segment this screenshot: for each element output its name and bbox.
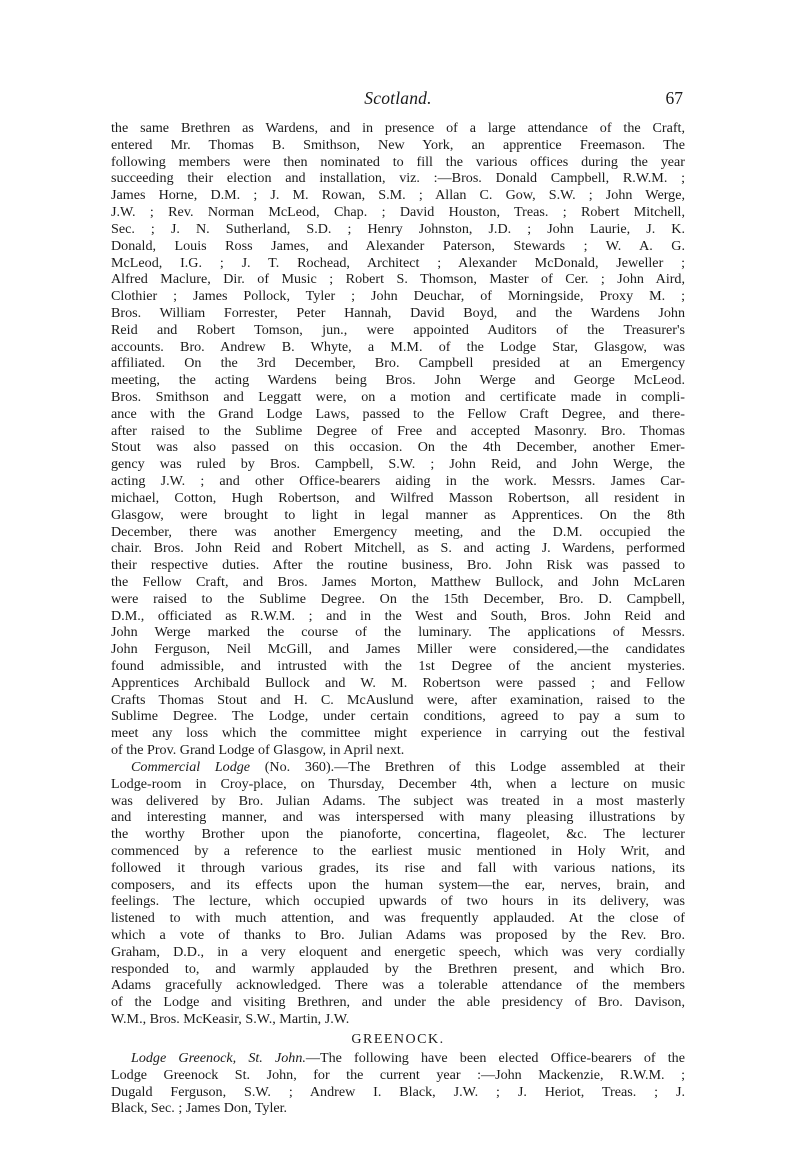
text-line: Alfred Maclure, Dir. of Music ; Robert S. Thomson, Master of Cer. ; John Aird,	[111, 271, 685, 288]
lead-text: —The following have been elected Office-bearers of the	[305, 1049, 685, 1066]
text-line: chair. Bros. John Reid and Robert Mitchell, as S. and acting J. Wardens, performed	[111, 540, 685, 557]
text-line: Lodge-room in Croy-place, on Thursday, December 4th, when a lecture on music	[111, 775, 685, 792]
text-line: J.W. ; Rev. Norman McLeod, Chap. ; David Houston, Treas. ; Robert Mitchell,	[111, 204, 685, 221]
text-line: Reid and Robert Tomson, jun., were appointed Auditors of the Treasurer's	[111, 321, 685, 338]
text-line: James Horne, D.M. ; J. M. Rowan, S.M. ; Allan C. Gow, S.W. ; John Werge,	[111, 187, 685, 204]
text-line: Bros. Smithson and Leggatt were, on a motion and certificate made in compli-	[111, 389, 685, 405]
text-line: michael, Cotton, Hugh Robertson, and Wilfred Masson Robertson, all resident in	[111, 489, 685, 506]
article-body	[111, 120, 685, 1117]
text-line: and interesting manner, and was interspersed with many pleasing illustrations by	[111, 809, 685, 826]
text-line: affiliated. On the 3rd December, Bro. Campbell presided at an Emergency	[111, 355, 685, 372]
text-line: Sublime Degree. The Lodge, under certain conditions, agreed to pay a sum to	[111, 708, 685, 725]
text-line: their respective duties. After the routine business, Bro. John Risk was passed to	[111, 557, 685, 574]
text-line: D.M., officiated as R.W.M. ; and in the West and South, Bros. John Reid and	[111, 607, 685, 624]
section-heading: GREENOCK.	[351, 1031, 445, 1047]
text-line: W.M., Bros. McKeasir, S.W., Martin, J.W.	[111, 1011, 350, 1028]
text-line: commenced by a reference to the earliest music mentioned in Holy Writ, and	[111, 842, 685, 859]
text-line: Lodge Greenock St. John, for the current year :—John Mackenzie, R.W.M. ;	[111, 1066, 685, 1083]
text-line: Clothier ; James Pollock, Tyler ; John Deuchar, of Morningside, Proxy M. ;	[111, 288, 685, 305]
text-line: accounts. Bro. Andrew B. Whyte, a M.M. of the Lodge Star, Glasgow, was	[111, 338, 685, 355]
text-line: gency was ruled by Bros. Campbell, S.W. ; John Reid, and John Werge, the	[111, 456, 685, 473]
paragraph-glasgow-lodge	[111, 120, 685, 759]
text-line: composers, and its effects upon the human system—the ear, nerves, brain, and	[111, 876, 685, 893]
text-line: entered Mr. Thomas B. Smithson, New York, an apprentice Freemason. The	[111, 136, 685, 153]
text-line: John Werge marked the course of the luminary. The applications of Messrs.	[111, 624, 685, 641]
text-line: ance with the Grand Lodge Laws, passed to the Fellow Craft Degree, and there-	[111, 405, 685, 422]
text-line: John Ferguson, Neil McGill, and James Miller were considered,—the candidates	[111, 641, 685, 658]
text-line: were raised to the Sublime Degree. On the 15th December, Bro. D. Campbell,	[111, 590, 685, 607]
text-line	[111, 759, 685, 776]
text-line	[111, 1050, 685, 1067]
text-line: responded to, and warmly applauded by the Brethren present, and which Bro.	[111, 960, 685, 977]
text-line: listened to with much attention, and was frequently applauded. At the close of	[111, 910, 685, 927]
lodge-name: Lodge Greenock, St. John.	[131, 1049, 306, 1066]
text-line: Stout was also passed on this occasion. On the 4th December, another Emer-	[111, 439, 685, 456]
text-line: which a vote of thanks to Bro. Julian Adams was proposed by the Rev. Bro.	[111, 927, 685, 943]
lodge-name: Commercial Lodge	[131, 758, 251, 775]
text-line: Apprentices Archibald Bullock and W. M. Robertson were passed ; and Fellow	[111, 674, 685, 691]
text-line: meeting, the acting Wardens being Bros. John Werge and George McLeod.	[111, 372, 685, 389]
text-line: McLeod, I.G. ; J. T. Rochead, Architect ; Alexander McDonald, Jeweller ;	[111, 254, 685, 271]
text-line: Glasgow, were brought to light in legal manner as Apprentices. On the 8th	[111, 506, 685, 523]
text-line: Black, Sec. ; James Don, Tyler.	[111, 1100, 288, 1117]
text-line: of the Prov. Grand Lodge of Glasgow, in April next.	[111, 742, 405, 759]
text-line: Donald, Louis Ross James, and Alexander Paterson, Stewards ; W. A. G.	[111, 237, 685, 254]
text-line: following members were then nominated to fill the various offices during the year	[111, 153, 685, 170]
text-line: Bros. William Forrester, Peter Hannah, David Boyd, and the Wardens John	[111, 304, 685, 321]
text-line: meet any loss which the committee might experience in carrying out the festival	[111, 725, 685, 742]
running-head	[111, 88, 685, 112]
text-line: Crafts Thomas Stout and H. C. McAuslund were, after examination, raised to the	[111, 691, 685, 708]
text-line: succeeding their election and installation, viz. :—Bros. Donald Campbell, R.W.M. ;	[111, 170, 685, 187]
text-line: found admissible, and intrusted with the 1st Degree of the ancient mysteries.	[111, 658, 685, 674]
text-line: feelings. The lecture, which occupied upwards of two hours in its delivery, was	[111, 893, 685, 910]
text-line: after raised to the Sublime Degree of Free and accepted Masonry. Bro. Thomas	[111, 422, 685, 439]
page-number: 67	[665, 88, 683, 108]
running-title: Scotland.	[364, 88, 432, 108]
text-line: followed it through various grades, its rise and fall with various nations, its	[111, 859, 685, 876]
text-line: of the Lodge and visiting Brethren, and under the able presidency of Bro. Davison,	[111, 994, 685, 1011]
text-line: Dugald Ferguson, S.W. ; Andrew I. Black, J.W. ; J. Heriot, Treas. ; J.	[111, 1083, 685, 1100]
lead-text: (No. 360).—The Brethren of this Lodge assembled at their	[250, 758, 685, 775]
text-line: the Fellow Craft, and Bros. James Morton, Matthew Bullock, and John McLaren	[111, 573, 685, 590]
text-line: acting J.W. ; and other Office-bearers aiding in the work. Messrs. James Car-	[111, 473, 685, 490]
text-line: the worthy Brother upon the pianoforte, concertina, flageolet, &c. The lecturer	[111, 826, 685, 843]
text-line: Graham, D.D., in a very eloquent and energetic speech, which was very cordially	[111, 943, 685, 960]
paragraph-greenock-lodge	[111, 1050, 685, 1117]
text-line: December, there was another Emergency meeting, and the D.M. occupied the	[111, 523, 685, 540]
text-line: Adams gracefully acknowledged. There was a tolerable attendance of the members	[111, 977, 685, 994]
text-line: Sec. ; J. N. Sutherland, S.D. ; Henry Johnston, J.D. ; John Laurie, J. K.	[111, 220, 685, 237]
text-line: the same Brethren as Wardens, and in presence of a large attendance of the Craft,	[111, 120, 685, 136]
paragraph-commercial-lodge	[111, 759, 685, 1028]
text-line: was delivered by Bro. Julian Adams. The subject was treated in a most masterly	[111, 792, 685, 809]
